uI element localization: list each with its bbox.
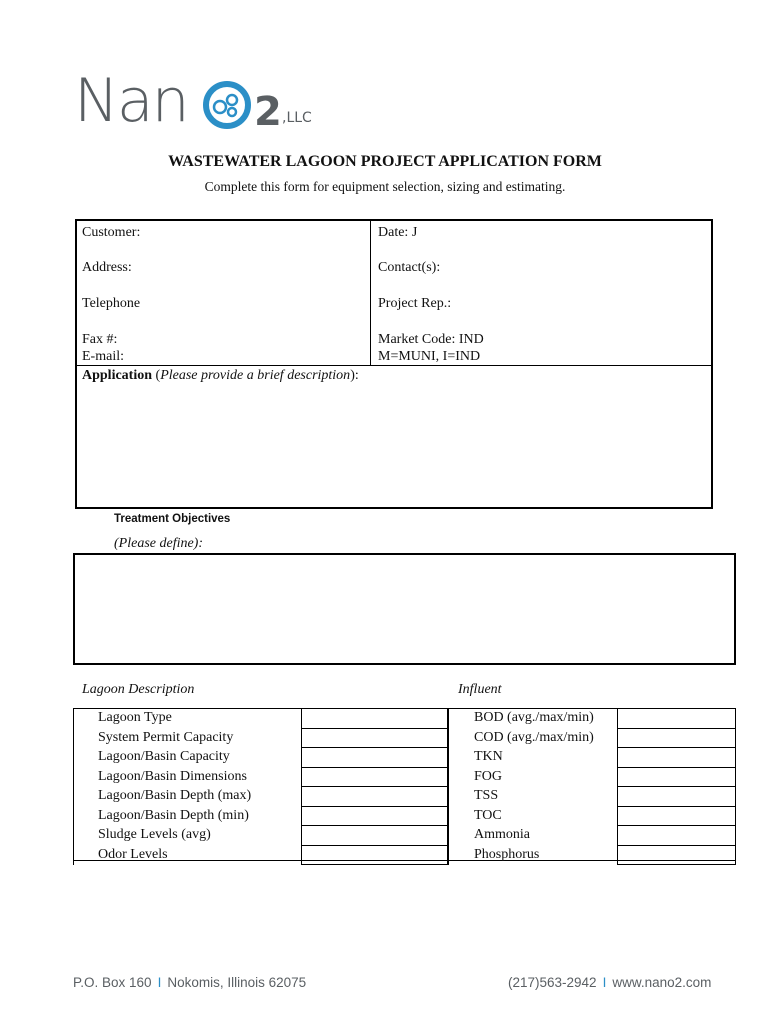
table-row xyxy=(74,709,449,729)
application-bold: Application xyxy=(82,368,153,383)
influent-row-label: BOD (avg./max/min) xyxy=(448,709,618,729)
table-row xyxy=(74,806,449,826)
footer-separator: I xyxy=(157,975,162,990)
influent-row-label: Ammonia xyxy=(448,826,618,846)
contacts-field[interactable]: Contact(s): xyxy=(378,260,441,275)
footer-po-box: P.O. Box 160 xyxy=(73,975,152,990)
influent-table xyxy=(447,708,736,865)
influent-value-cell[interactable] xyxy=(618,709,736,729)
lagoon-row-label: Sludge Levels (avg) xyxy=(74,826,302,846)
treatment-objectives-area[interactable] xyxy=(73,553,736,665)
table-row xyxy=(448,728,736,748)
lagoon-row-label: Odor Levels xyxy=(74,845,302,865)
lagoon-row-label: Lagoon/Basin Dimensions xyxy=(74,767,302,787)
influent-row-label: Phosphorus xyxy=(448,845,618,865)
influent-heading: Influent xyxy=(458,682,502,697)
table-row xyxy=(448,826,736,846)
footer-separator: I xyxy=(602,975,607,990)
lagoon-value-cell[interactable] xyxy=(302,748,449,768)
company-logo xyxy=(74,66,314,138)
table-row xyxy=(74,787,449,807)
column-divider xyxy=(370,221,371,365)
influent-row-label: TOC xyxy=(448,806,618,826)
influent-row-label: TSS xyxy=(448,787,618,807)
form-title: WASTEWATER LAGOON PROJECT APPLICATION FORM xyxy=(168,153,602,170)
lagoon-row-label: Lagoon/Basin Depth (min) xyxy=(74,806,302,826)
table-row xyxy=(74,826,449,846)
application-paren-close: ): xyxy=(350,368,359,383)
footer-contact xyxy=(508,975,711,990)
project-rep-field[interactable]: Project Rep.: xyxy=(378,296,452,311)
footer-website[interactable]: www.nano2.com xyxy=(612,975,712,990)
influent-row-label: FOG xyxy=(448,767,618,787)
table-row xyxy=(448,845,736,865)
fax-field[interactable]: Fax #: xyxy=(82,332,118,347)
market-code-field[interactable]: Market Code: IND xyxy=(378,332,484,347)
table-row xyxy=(448,767,736,787)
logo-llc: ,LLC xyxy=(282,110,312,126)
lagoon-value-cell[interactable] xyxy=(302,728,449,748)
lagoon-value-cell[interactable] xyxy=(302,709,449,729)
market-code-legend: M=MUNI, I=IND xyxy=(378,349,481,364)
logo-suffix: 2 xyxy=(254,89,282,135)
influent-value-cell[interactable] xyxy=(618,806,736,826)
influent-value-cell[interactable] xyxy=(618,767,736,787)
lagoon-value-cell[interactable] xyxy=(302,787,449,807)
table-row xyxy=(448,709,736,729)
lagoon-value-cell[interactable] xyxy=(302,845,449,865)
date-field[interactable]: Date: J xyxy=(378,225,418,240)
application-description-area[interactable] xyxy=(80,388,708,504)
footer-address xyxy=(73,975,306,990)
influent-row-label: TKN xyxy=(448,748,618,768)
table-row xyxy=(74,728,449,748)
table-row xyxy=(74,767,449,787)
influent-row-label: COD (avg./max/min) xyxy=(448,728,618,748)
footer-city: Nokomis, Illinois 62075 xyxy=(167,975,307,990)
footer-phone: (217)563-2942 xyxy=(508,975,597,990)
influent-value-cell[interactable] xyxy=(618,845,736,865)
logo-bubbles-icon xyxy=(202,80,252,130)
lagoon-row-label: Lagoon/Basin Depth (max) xyxy=(74,787,302,807)
application-hint: Please provide a brief description xyxy=(160,368,351,383)
row-divider xyxy=(77,365,713,366)
treatment-objectives-hint: (Please define): xyxy=(114,536,204,551)
table-row xyxy=(74,845,449,865)
table-row xyxy=(448,748,736,768)
table-row xyxy=(448,787,736,807)
influent-value-cell[interactable] xyxy=(618,728,736,748)
influent-value-cell[interactable] xyxy=(618,748,736,768)
application-label xyxy=(82,368,359,384)
influent-value-cell[interactable] xyxy=(618,826,736,846)
form-subtitle: Complete this form for equipment selection, sizing and estimating. xyxy=(204,179,566,194)
logo-name-text: Nan xyxy=(74,66,188,136)
lagoon-row-label: Lagoon/Basin Capacity xyxy=(74,748,302,768)
table-row xyxy=(74,748,449,768)
influent-value-cell[interactable] xyxy=(618,787,736,807)
table-row xyxy=(448,806,736,826)
email-field[interactable]: E-mail: xyxy=(82,349,124,364)
lagoon-description-table xyxy=(73,708,449,865)
telephone-field[interactable]: Telephone xyxy=(82,296,141,311)
lagoon-row-label: Lagoon Type xyxy=(74,709,302,729)
lagoon-value-cell[interactable] xyxy=(302,767,449,787)
treatment-objectives-heading: Treatment Objectives xyxy=(114,513,231,525)
lagoon-value-cell[interactable] xyxy=(302,826,449,846)
lagoon-description-heading: Lagoon Description xyxy=(82,682,195,697)
application-paren-open: ( xyxy=(152,368,161,383)
lagoon-row-label: System Permit Capacity xyxy=(74,728,302,748)
address-field[interactable]: Address: xyxy=(82,260,132,275)
lagoon-value-cell[interactable] xyxy=(302,806,449,826)
customer-field[interactable]: Customer: xyxy=(82,225,141,240)
